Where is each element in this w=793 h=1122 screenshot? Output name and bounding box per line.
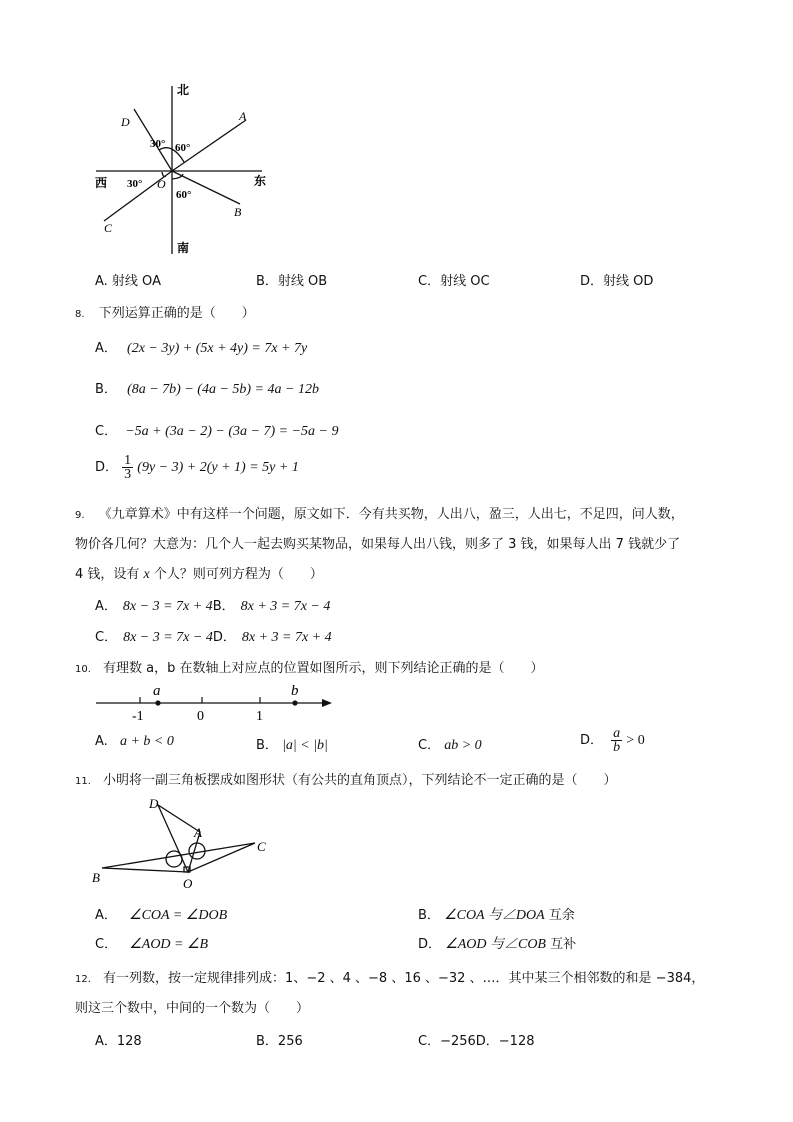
option-label: B．	[212, 599, 235, 614]
option-label: C．	[95, 937, 118, 952]
fraction-denominator: 3	[124, 467, 132, 482]
q11-option-b	[418, 904, 575, 924]
q12-text: 有一列数，按一定规律排列成：1、−2 、4 、−8 、16 、−32 、…．其中某三个相邻数的和是 −384，	[103, 971, 705, 986]
fraction-denominator: b	[613, 740, 621, 755]
west-label: 西	[95, 176, 108, 190]
point-a	[155, 700, 160, 705]
q12-option-c: C．−256D．−128	[418, 1034, 535, 1049]
option-label: D．	[580, 733, 604, 748]
angle-label-30-top: 30°	[150, 138, 166, 150]
option-expr: 8x − 3 = 7x + 4	[122, 599, 213, 614]
triangle-bac	[102, 843, 255, 872]
q10-number: 10.	[75, 664, 91, 675]
east-label: 东	[254, 174, 267, 188]
q9-line-3	[75, 563, 323, 583]
north-label: 北	[177, 83, 190, 97]
vertex-label-a: A	[194, 825, 202, 840]
vertex-label-o: O	[183, 876, 193, 891]
q12-line-2: 则这三个数中，中间的一个数为（ ）	[75, 1001, 310, 1016]
fraction	[122, 454, 133, 481]
angle-label-30-left: 30°	[127, 178, 143, 190]
point-label-d: D	[121, 115, 130, 129]
q8-option-d	[95, 454, 299, 481]
option-label: B．	[95, 382, 117, 397]
option-label: C．	[95, 424, 118, 439]
label-b: b	[291, 683, 299, 699]
q9-options-row-2	[95, 626, 332, 646]
option-label: B．	[256, 738, 278, 753]
q12-option-b: B．256	[256, 1034, 303, 1049]
point-label-o: O	[157, 177, 166, 191]
vertex-label-d: D	[149, 796, 159, 811]
q8-option-c	[95, 420, 338, 440]
triangle-figure	[88, 792, 278, 894]
arrow-head	[322, 699, 332, 707]
vertex-label-b: B	[92, 870, 100, 885]
q11-stem-text: 小明将一副三角板摆成如图形状（有公共的直角顶点），下列结论不一定正确的是（ ）	[103, 773, 617, 788]
option-tail: 互余	[548, 908, 575, 923]
q10-stem-text: 有理数 a，b 在数轴上对应点的位置如图所示，则下列结论正确的是（ ）	[103, 661, 544, 676]
fraction-numerator: a	[613, 726, 621, 741]
q7-option-a: A. 射线 OA	[95, 274, 161, 289]
q11-option-d	[418, 933, 576, 953]
q10-option-b	[256, 734, 328, 754]
angle-label-60-bottom: 60°	[176, 189, 192, 201]
q12-line-1	[75, 967, 704, 986]
option-label: A．	[95, 908, 117, 923]
angle-mark-1	[166, 851, 182, 867]
q8-stem-text: 下列运算正确的是（ ）	[98, 306, 255, 321]
q11-option-c	[95, 933, 208, 953]
q9-options-row-1	[95, 595, 330, 615]
q10-option-d	[580, 727, 645, 754]
option-label: B．	[418, 908, 440, 923]
point-label-b: B	[234, 205, 242, 219]
q9-line-1	[75, 503, 684, 522]
point-label-a: A	[239, 109, 247, 123]
option-label: A.	[95, 734, 108, 749]
option-expr: 8x + 3 = 7x + 4	[241, 630, 332, 645]
angle-arc-bottom	[172, 174, 183, 179]
q10-stem	[75, 657, 544, 676]
option-expr: 8x + 3 = 7x − 4	[240, 599, 331, 614]
q10-option-a	[95, 734, 174, 750]
q8-stem	[75, 302, 255, 321]
fraction	[611, 727, 622, 754]
label-a: a	[153, 683, 161, 699]
option-label: D．	[95, 460, 119, 475]
point-label-c: C	[104, 221, 113, 235]
option-label: D．	[212, 630, 236, 645]
option-expr: ∠COA 与∠DOA	[444, 908, 545, 923]
angle-arc-left	[162, 172, 166, 177]
number-line	[90, 680, 340, 724]
option-expr: (2x − 3y) + (5x + 4y) = 7x + 7y	[127, 341, 308, 356]
option-tail: 互补	[550, 937, 577, 952]
q9-line-2: 物价各几何？大意为：几个人一起去购买某物品，如果每人出八钱，则多了 3 钱，如果每人出 7 钱就少了	[75, 537, 681, 552]
q12-option-a: A．128	[95, 1034, 142, 1049]
option-label: D．	[418, 937, 442, 952]
q9-variable: x	[143, 567, 150, 582]
option-label: A．	[95, 599, 117, 614]
q11-option-a	[95, 904, 227, 924]
option-expr: (9y − 3) + 2(y + 1) = 5y + 1	[137, 460, 299, 475]
q9-text: 个人？则可列方程为（ ）	[153, 567, 323, 582]
q9-text: 4 钱，设有	[75, 567, 140, 582]
vertex-label-c: C	[257, 839, 266, 854]
tick-label-0: 0	[197, 709, 204, 724]
tick-label-neg1: -1	[132, 709, 144, 724]
option-expr: (8a − 7b) − (4a − 5b) = 4a − 12b	[127, 382, 319, 397]
tick-label-1: 1	[256, 709, 263, 724]
q9-number: 9.	[75, 510, 85, 521]
option-label: A．	[95, 341, 117, 356]
q7-option-b: B．射线 OB	[256, 274, 328, 289]
option-label: C．	[418, 738, 441, 753]
q11-stem	[75, 769, 617, 788]
q8-number: 8.	[75, 309, 85, 320]
option-expr: −5a + (3a − 2) − (3a − 7) = −5a − 9	[125, 424, 339, 439]
option-expr: ∠COA = ∠DOB	[129, 908, 228, 923]
compass-figure	[90, 78, 280, 260]
angle-label-60-top: 60°	[175, 142, 191, 154]
point-b	[292, 700, 297, 705]
q7-option-d: D．射线 OD	[580, 274, 654, 289]
option-expr: ∠AOD 与∠COB	[445, 937, 546, 952]
q8-option-a	[95, 337, 307, 357]
option-expr: 8x − 3 = 7x − 4	[123, 630, 213, 645]
option-expr: a + b < 0	[119, 734, 174, 749]
option-label: C．	[95, 630, 118, 645]
q7-option-c: C．射线 OC	[418, 274, 490, 289]
option-expr: ∠AOD = ∠B	[129, 937, 209, 952]
south-label: 南	[177, 241, 190, 255]
option-expr: > 0	[626, 733, 645, 748]
q9-text: 《九章算术》中有这样一个问题，原文如下．今有共买物，人出八，盈三，人出七，不足四，问人数，	[98, 507, 684, 522]
option-expr: ab > 0	[444, 738, 482, 753]
q8-option-b	[95, 378, 319, 398]
q11-number: 11.	[75, 776, 91, 787]
q12-number: 12.	[75, 974, 91, 985]
q10-option-c	[418, 734, 482, 754]
fraction-numerator: 1	[124, 453, 132, 468]
option-expr: |a| < |b|	[282, 738, 328, 753]
